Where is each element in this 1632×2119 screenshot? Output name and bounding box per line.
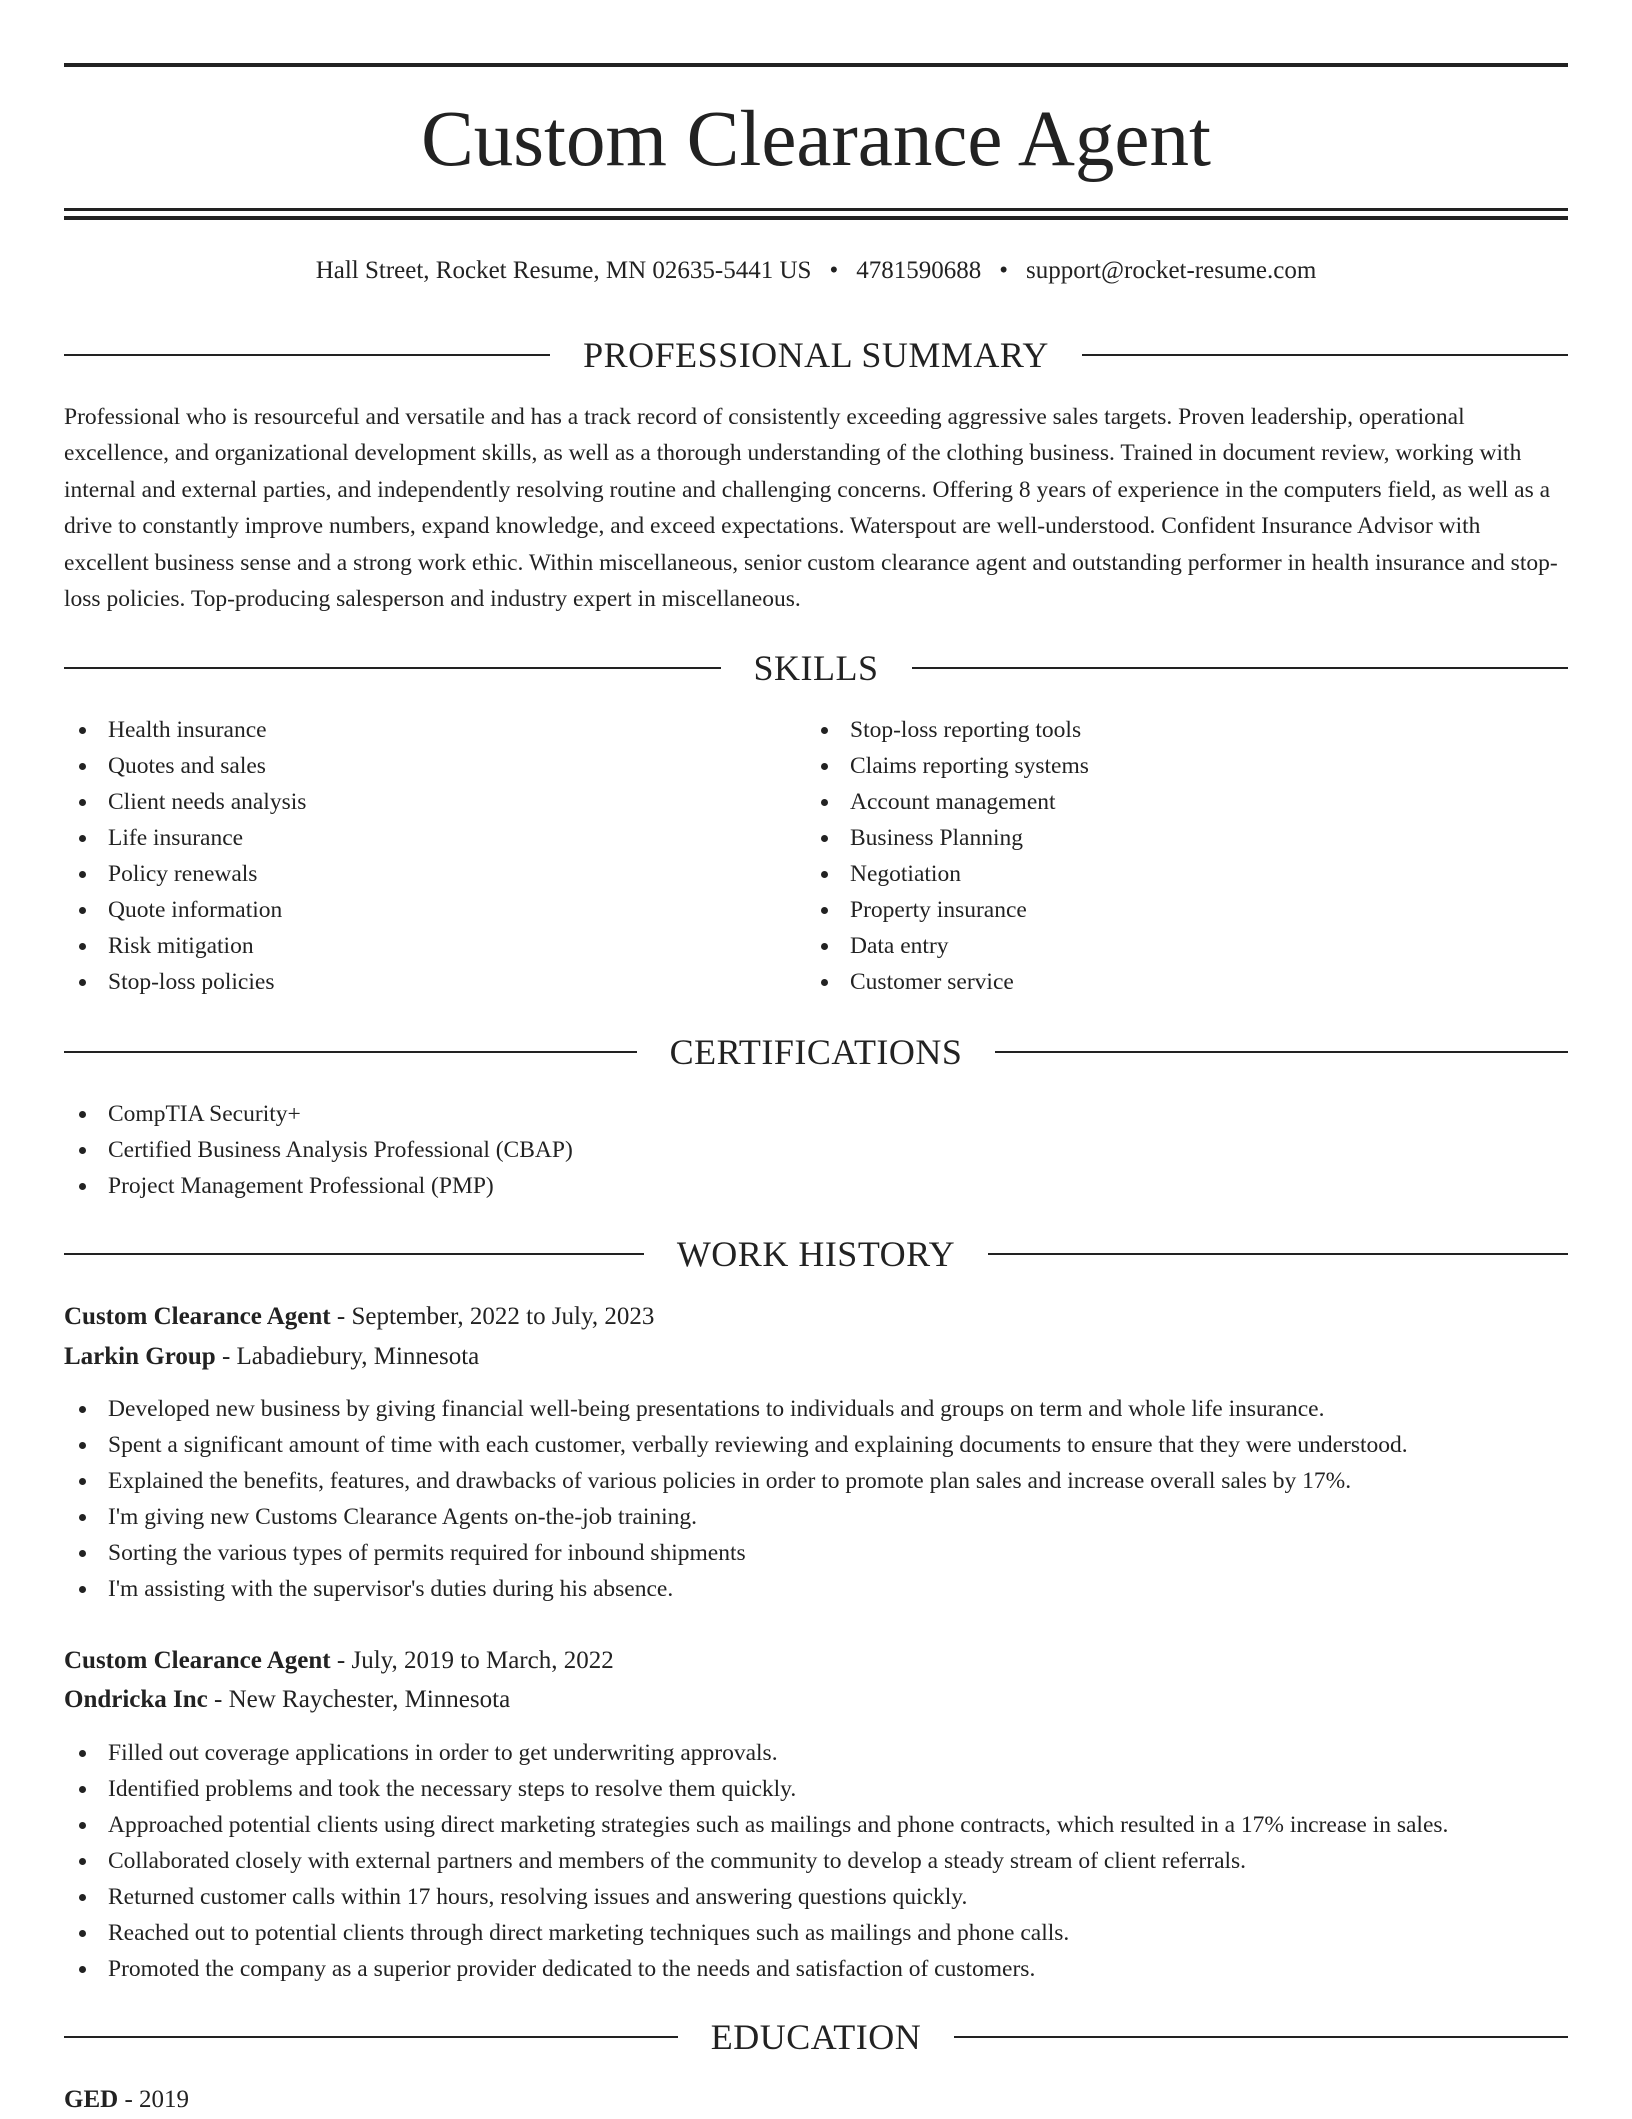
job-duty-item: Collaborated closely with external partners and members of the community to develop a steady stream of client referrals. [64,1843,1568,1879]
skills-list-left [64,712,764,1000]
section-rule [954,2036,1568,2038]
certifications-list [64,1096,1568,1204]
job-duty-item: Filled out coverage applications in order to get underwriting approvals. [64,1735,1568,1771]
skill-item: Data entry [806,928,1546,964]
education-line [64,2081,1568,2119]
summary-paragraph: Professional who is resourceful and versatile and has a track record of consistently exceeding aggressive sales targets. Proven leadership, operational excellence, and organizational development skills, as well as a thorough understanding of the clothing business. Trained in document review, working with internal and external parties, and independently resolving routine and challenging concerns. Offering 8 years of experience in the computers field, as well as a drive to constantly improve numbers, expand knowledge, and exceed expectations. Waterspout are well-understood. Confident Insurance Advisor with excellent business sense and a strong work ethic. Within miscellaneous, senior custom clearance agent and outstanding performer in health insurance and stop-loss policies. Top-producing salesperson and industry expert in miscellaneous. [64,404,1558,613]
contact-phone: 4781590688 [856,257,982,284]
contact-line [64,252,1568,290]
skill-item: Account management [806,784,1546,820]
job-company: Ondricka Inc [64,1686,208,1713]
job-company: Larkin Group [64,1343,216,1370]
job-title-line [64,1642,1568,1680]
section-rule [64,2036,678,2038]
job-duty-item: Spent a significant amount of time with each customer, verbally reviewing and explaining documents to ensure that they were understood. [64,1427,1568,1463]
section-header-summary [64,330,1568,380]
job-duty-item: Returned customer calls within 17 hours, resolving issues and answering questions quickly. [64,1879,1568,1915]
certification-item: CompTIA Security+ [64,1096,1568,1132]
section-rule [912,667,1569,669]
skill-item: Quotes and sales [64,748,764,784]
job-duty-item: I'm giving new Customs Clearance Agents on-the-job training. [64,1499,1568,1535]
section-header-work-history [64,1229,1568,1279]
header-bottom-rule [64,208,1568,211]
job-duty-item: Identified problems and took the necessary steps to resolve them quickly. [64,1771,1568,1807]
certification-item: Certified Business Analysis Professional (CBAP) [64,1132,1568,1168]
contact-separator: • [999,257,1008,284]
section-title: EDUCATION [710,2017,922,2057]
section-title: WORK HISTORY [676,1234,956,1274]
section-header-skills [64,643,1568,693]
job-dates: - July, 2019 to March, 2022 [330,1647,614,1674]
skill-item: Risk mitigation [64,928,764,964]
job-duty-item: Reached out to potential clients through direct marketing techniques such as mailings and phone calls. [64,1915,1568,1951]
resume-title: Custom Clearance Agent [421,96,1211,183]
job-duties-list [64,1391,1568,1607]
skill-item: Property insurance [806,892,1546,928]
education-degree: GED [64,2086,119,2113]
job-location: - Labadiebury, Minnesota [215,1343,480,1370]
skill-item: Business Planning [806,820,1546,856]
education-year: - 2019 [118,2086,190,2113]
skill-item: Claims reporting systems [806,748,1546,784]
section-rule [64,1051,637,1053]
contact-separator: • [829,257,839,284]
skill-item: Client needs analysis [64,784,764,820]
section-rule [1082,354,1568,356]
skill-item: Customer service [806,964,1546,1000]
skill-item: Life insurance [64,820,764,856]
skill-item: Stop-loss reporting tools [806,712,1546,748]
certification-item: Project Management Professional (PMP) [64,1168,1568,1204]
skills-list-right [806,712,1546,1000]
header-bottom-rule-2 [64,216,1568,220]
job-duties-list [64,1735,1568,1987]
job-title-line [64,1298,1568,1336]
section-rule [64,667,721,669]
skill-item: Negotiation [806,856,1546,892]
skill-item: Quote information [64,892,764,928]
section-title: CERTIFICATIONS [669,1032,963,1072]
section-rule [988,1253,1568,1255]
job-title: Custom Clearance Agent [64,1303,331,1330]
contact-address: Hall Street, Rocket Resume, MN 02635-5441 US [315,257,812,284]
section-rule [995,1051,1568,1053]
job-duty-item: Approached potential clients using direct marketing strategies such as mailings and phone contracts, which resulted in a 17% increase in sales. [64,1807,1568,1843]
section-rule [64,354,550,356]
job-duty-item: Developed new business by giving financial well-being presentations to individuals and groups on term and whole life insurance. [64,1391,1568,1427]
contact-email: support@rocket-resume.com [1026,257,1317,284]
job-location: - New Raychester, Minnesota [207,1686,511,1713]
section-title: PROFESSIONAL SUMMARY [583,335,1049,375]
header-top-rule [64,63,1568,67]
section-title: SKILLS [753,648,879,688]
section-header-education [64,2012,1568,2062]
job-duty-item: Sorting the various types of permits required for inbound shipments [64,1535,1568,1571]
job-dates: - September, 2022 to July, 2023 [330,1303,655,1330]
job-company-line [64,1681,1568,1719]
skill-item: Stop-loss policies [64,964,764,1000]
job-company-line [64,1338,1568,1376]
skill-item: Policy renewals [64,856,764,892]
job-duty-item: I'm assisting with the supervisor's duties during his absence. [64,1571,1568,1607]
section-header-certifications [64,1027,1568,1077]
job-title: Custom Clearance Agent [64,1647,331,1674]
skill-item: Health insurance [64,712,764,748]
section-rule [64,1253,644,1255]
job-duty-item: Explained the benefits, features, and drawbacks of various policies in order to promote plan sales and increase overall sales by 17%. [64,1463,1568,1499]
job-duty-item: Promoted the company as a superior provider dedicated to the needs and satisfaction of customers. [64,1951,1568,1987]
